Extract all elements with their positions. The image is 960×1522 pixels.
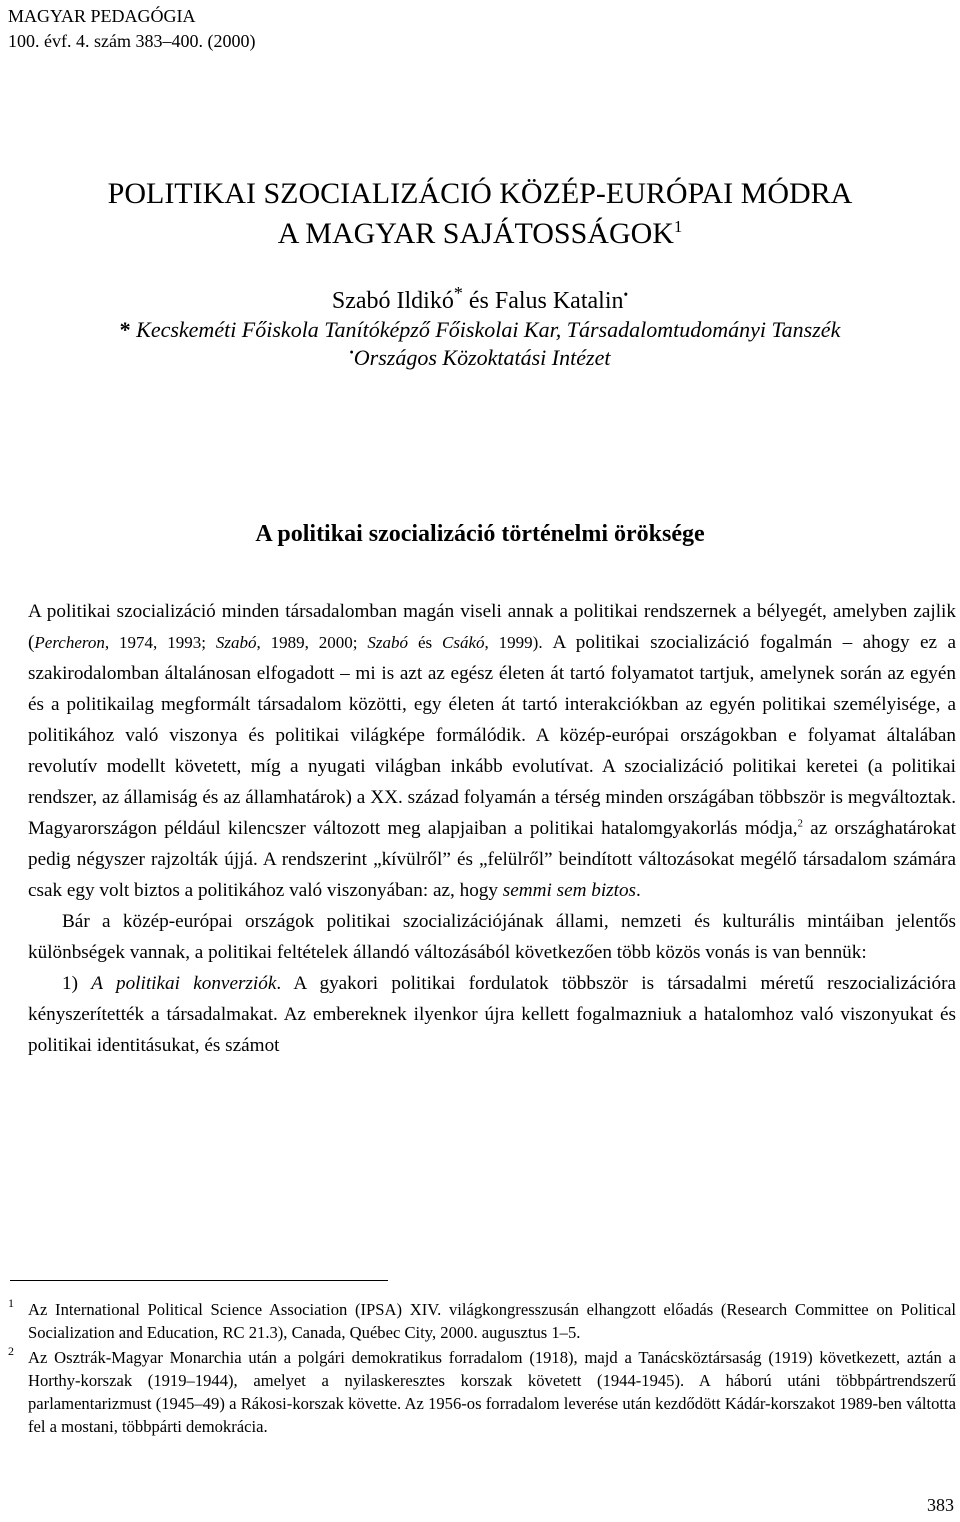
list-item-text: . A gyakori politikai fordulatok többször is társadalmi méretű reszocializációra kényszerítették a társadalmakat. Az embereknek ilyenkor újra kellett fogalmazniuk a hatalomhoz való viszonyukat és politikai identitásukat, és számot [28, 973, 957, 1056]
footnote-2-text: Az Osztrák-Magyar Monarchia után a polgári demokratikus forradalom (1918), majd a Tanácsköztársaság (1919) következett, aztán a Horthy-korszak (1919–1944), amelyet a nyilaskeresztes korszak követett (1944-1945). A háború utáni többpártrendszerű parlamentarizmust (1945–49) a Rákosi-korszak követte. Az 1956-os forradalom leverése után kezdődött Kádár-korszakot 1989-ben váltotta fel a mostani, többpárti demokrácia. [28, 1348, 956, 1436]
p1-text-d: , 1989, 2000; [256, 633, 368, 652]
author-conjunction: és [462, 288, 495, 314]
body-text [28, 596, 956, 1061]
citation-szabo-2: Szabó [367, 633, 409, 652]
footnotes [8, 1298, 956, 1440]
p1-text-b: , 1974, 1993; [104, 633, 216, 652]
p1-emphasis: semmi sem biztos [502, 880, 637, 901]
title-line-1: POLITIKAI SZOCIALIZÁCIÓ KÖZÉP-EURÓPAI MÓDRA [107, 177, 853, 210]
author-block [0, 283, 960, 372]
author-2: Falus Katalin [494, 288, 624, 314]
p1-text-j: . [636, 880, 641, 901]
author-1-mark: * [453, 283, 463, 303]
title-footnote-ref[interactable]: 1 [673, 217, 683, 236]
section-heading: A politikai szocializáció történelmi öröksége [255, 521, 705, 547]
paragraph-1 [28, 596, 956, 906]
author-1: Szabó Ildikó [331, 288, 454, 314]
title-line-2 [0, 214, 960, 254]
issue-info: 100. évf. 4. szám 383–400. (2000) [8, 31, 256, 51]
p1-text-e: és [408, 633, 443, 652]
citation-csako: Csákó [442, 633, 485, 652]
affiliation-2-text: Országos Közoktatási Intézet [353, 345, 611, 370]
list-number: 1) [62, 973, 92, 994]
affiliation-2-mark: • [349, 345, 354, 360]
affiliation-1 [0, 316, 960, 344]
affiliation-1-text: Kecskeméti Főiskola Tanítóképző Főiskolai Kar, Társadalomtudományi Tanszék [130, 317, 841, 342]
running-head [8, 4, 255, 54]
p1-text-a: A politikai szocializáció minden társadalomban magán viseli annak a politikai rendszernek a bélyegét, amelyben zajlik ( [28, 601, 956, 653]
footnote-1-number: 1 [8, 1296, 14, 1310]
footnote-2-number: 2 [8, 1344, 14, 1358]
paragraph-3 [28, 968, 956, 1061]
p1-text-g: A politikai szocializáció fogalmán – ahogy ez a szakirodalomban általánosan elfogadott – mi is azt az egész életen át tartó folyamatot tartjuk, amelynek során az egyén és a politikailag megformált társadalom közötti, egy életen át tartó interakciókban az egyén politikai személyisége, a politikához való viszonya és politikai világképe formálódik. A közép-európai országokban e folyamat általában revolutív modellt követett, míg a nyugati világban inkább evolutívat. A szocializáció politikai keretei (a politikai rendszer, az államiság és az államhatárok) a XX. század folyamán a térség minden országában többször is megváltoztak. Magyarországon például kilencszer változott meg alapjaiban a politikai hatalomgyakorlás módja, [28, 632, 956, 839]
footnote-1-text: Az International Political Science Association (IPSA) XIV. világkongresszusán elhangzott előadás (Research Committee on Political Socialization and Education, RC 21.3), Canada, Québec City, 2000. augusztus 1–5. [28, 1300, 956, 1342]
citation-szabo-1: Szabó [215, 633, 257, 652]
p1-text-f: , 1999). [484, 633, 553, 652]
citation-percheron: Percheron [34, 633, 105, 652]
footnote-1 [8, 1298, 956, 1344]
footnote-separator [10, 1280, 388, 1281]
article-title [0, 174, 960, 254]
list-item-heading: A politikai konverziók [91, 973, 277, 994]
p1-text-h: az országhatárokat pedig négyszer rajzolták újjá. A rendszerint „kívülről” és „felülről” beindított változásokat megélő társadalom számára csak egy volt biztos a politikához való viszonyában: az, hogy [28, 818, 956, 901]
paragraph-2: Bár a közép-európai országok politikai szocializációjának állami, nemzeti és kulturális mintáiban jelentős különbségek vannak, a politikai feltételek állandó változásából következően több közös vonás is van bennük: [28, 911, 956, 963]
affiliation-2 [0, 344, 960, 372]
page-number: 383 [927, 1495, 954, 1515]
affiliation-1-mark: * [119, 317, 131, 342]
footnote-2 [8, 1346, 956, 1438]
author-names [0, 283, 960, 316]
journal-name: MAGYAR PEDAGÓGIA [8, 6, 196, 26]
title-line-2-text: A MAGYAR SAJÁTOSSÁGOK [277, 217, 674, 250]
author-2-mark: • [623, 287, 629, 302]
footnote-ref-2[interactable]: 2 [797, 818, 803, 830]
